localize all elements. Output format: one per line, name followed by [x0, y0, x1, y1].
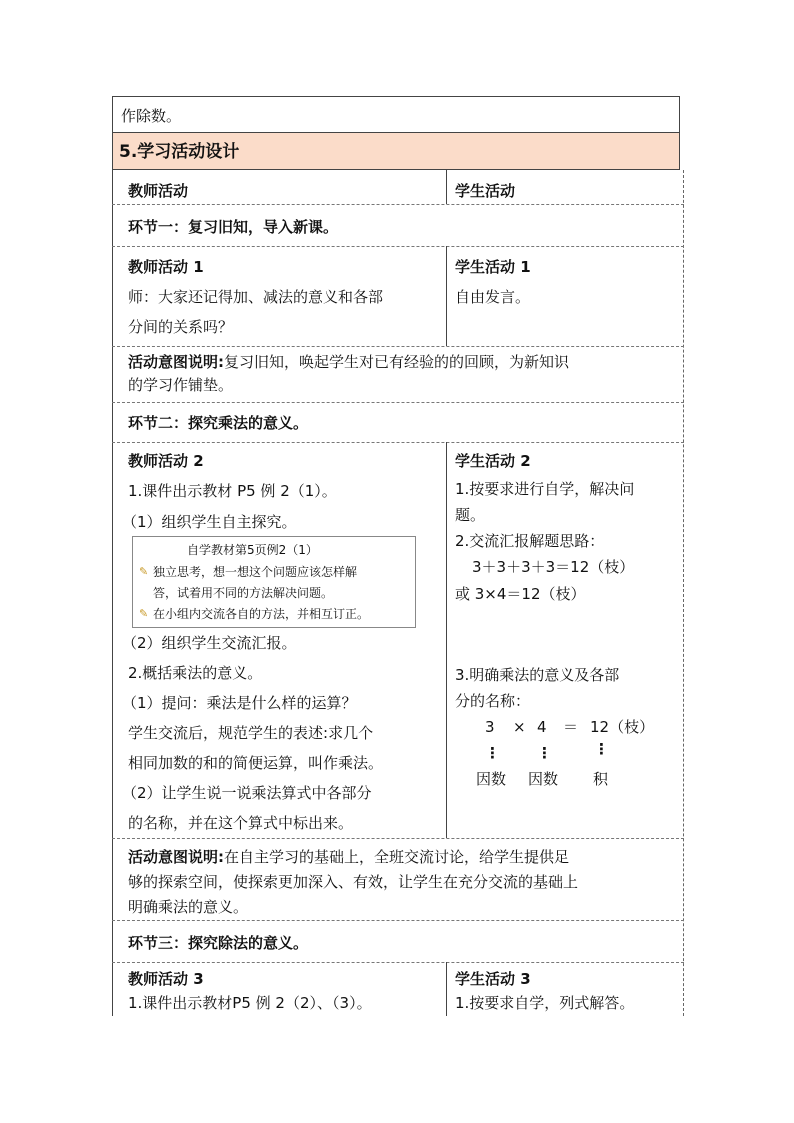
separator: [112, 204, 684, 205]
student-activity-3-line: 1.按要求自学，列式解答。: [455, 994, 635, 1012]
self-study-box: [132, 536, 416, 628]
teacher-activity-2-line: （2）让学生说一说乘法算式中各部分: [122, 784, 372, 802]
student-activity-2-line: 或 3×4＝12（枝）: [455, 585, 586, 603]
separator: [112, 920, 684, 921]
student-activity-2-line: 1.按要求进行自学，解决问: [455, 480, 635, 498]
pencil-icon: ✎: [139, 607, 149, 620]
teacher-activity-3-line: 1.课件出示教材P5 例 2（2）、（3）。: [128, 994, 372, 1012]
teacher-activity-2-line: 的名称，并在这个算式中标出来。: [128, 814, 354, 832]
teacher-activity-2-line: （1）组织学生自主探究。: [122, 513, 297, 531]
student-activity-2-line: 2.交流汇报解题思路：: [455, 532, 605, 550]
teacher-activity-1-line: 师：大家还记得加、减法的意义和各部: [128, 288, 384, 306]
separator: [112, 346, 684, 347]
stage3-title: 环节三：探究除法的意义。: [128, 934, 309, 952]
intent-text: 复习旧知，唤起学生对已有经验的的回顾，为新知识: [224, 353, 570, 371]
teacher-activity-2-title: 教师活动 2: [128, 452, 204, 470]
teacher-activity-2-line: （2）组织学生交流汇报。: [122, 634, 297, 652]
stage1-title: 环节一：复习旧知，导入新课。: [128, 218, 339, 236]
column-divider: [446, 246, 447, 346]
teacher-activity-2-line: （1）提问：乘法是什么样的运算？: [122, 694, 357, 712]
separator: [112, 402, 684, 403]
column-divider: [446, 170, 447, 204]
line-part: 求几个: [328, 724, 374, 742]
stage2-intent-line1: [128, 846, 569, 868]
pencil-icon: ✎: [139, 565, 149, 578]
teacher-activity-2-line: 2.概括乘法的意义。: [128, 664, 263, 682]
equation-operator: ×: [513, 718, 526, 736]
name-product: 积: [593, 770, 609, 788]
student-activity-2-line: 3＋3＋3＋3＝12（枝）: [472, 558, 635, 576]
stage2-intent-line3: 明确乘法的意义。: [128, 898, 249, 916]
intent-text: 在自主学习的基础上，全班交流讨论，给学生提供足: [224, 848, 570, 866]
separator: [112, 442, 684, 443]
teacher-activity-2-line: 相同加数的和的简便运算，叫作乘法。: [128, 754, 384, 772]
student-activity-2-line: 分的名称：: [455, 692, 531, 710]
section-title: 5.学习活动设计: [119, 142, 240, 162]
equation-factor: 3: [485, 718, 495, 736]
stage2-intent-line2: 够的探索空间，使探索更加深入、有效，让学生在充分交流的基础上: [128, 873, 579, 891]
self-study-item: 独立思考，想一想这个问题应该怎样解: [153, 565, 358, 579]
intent-label: 活动意图说明:: [128, 848, 224, 866]
stage1-intent-line1: [128, 351, 569, 373]
teacher-activity-3-title: 教师活动 3: [128, 970, 204, 988]
student-activity-2-title: 学生活动 2: [455, 452, 531, 470]
equation-product: 12（枝）: [590, 718, 655, 736]
separator: [112, 962, 684, 963]
separator: [112, 246, 684, 247]
self-study-title: 自学教材第5页例2（1）: [187, 543, 318, 557]
name-factor: 因数: [528, 770, 559, 788]
continued-text: 作除数。: [121, 107, 182, 125]
section-title-row: [112, 132, 680, 170]
student-header: 学生活动: [455, 182, 516, 200]
student-activity-2-line: 题。: [455, 506, 486, 524]
separator: [112, 838, 684, 839]
dots-marker: ⋮: [537, 744, 552, 762]
continued-row: [112, 96, 680, 132]
self-study-item: 在小组内交流各自的方法，并相互订正。: [153, 607, 370, 621]
stage2-title: 环节二：探究乘法的意义。: [128, 414, 309, 432]
stage1-intent-line2: 的学习作铺垫。: [128, 376, 234, 394]
line-part: 学生交流后，规范学生的表述:: [128, 724, 329, 742]
column-divider: [446, 962, 447, 1016]
self-study-item: 答，试着用不同的方法解决问题。: [153, 586, 334, 600]
student-activity-2-line: 3.明确乘法的意义及各部: [455, 666, 620, 684]
student-activity-1-title: 学生活动 1: [455, 258, 531, 276]
equation-equals: ＝: [563, 718, 579, 736]
intent-label: 活动意图说明:: [128, 353, 224, 371]
teacher-header: 教师活动: [128, 182, 189, 200]
teacher-activity-1-title: 教师活动 1: [128, 258, 204, 276]
student-activity-3-title: 学生活动 3: [455, 970, 531, 988]
teacher-activity-2-line: [128, 722, 373, 744]
column-divider: [446, 442, 447, 838]
name-factor: 因数: [476, 770, 507, 788]
dots-marker: ⋮: [594, 740, 609, 758]
student-activity-1-line: 自由发言。: [455, 288, 531, 306]
equation-factor: 4: [537, 718, 547, 736]
dots-marker: ⋮: [485, 744, 500, 762]
teacher-activity-1-line: 分间的关系吗？: [128, 318, 234, 336]
teacher-activity-2-line: 1.课件出示教材 P5 例 2（1）。: [128, 482, 337, 500]
